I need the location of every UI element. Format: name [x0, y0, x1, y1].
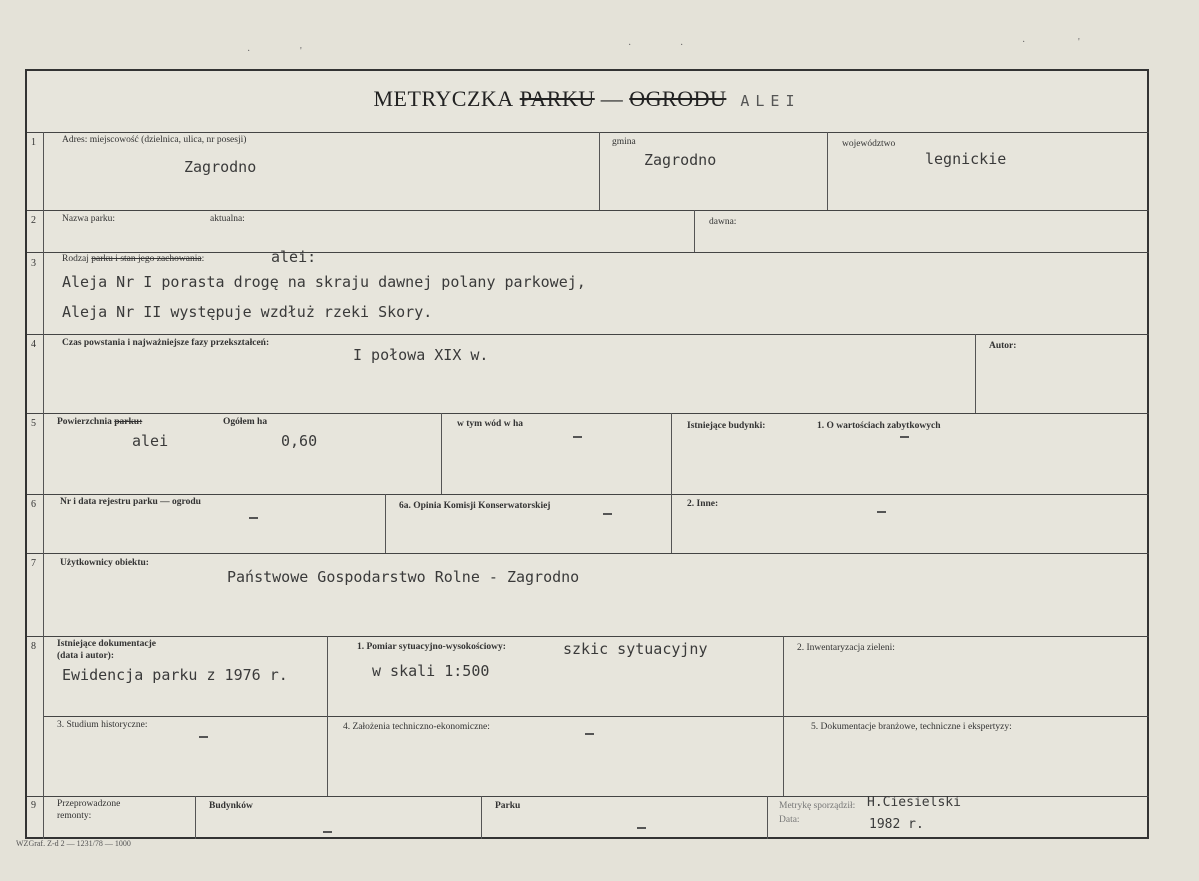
- divider: [27, 252, 1149, 253]
- type-value-head: alei:: [271, 248, 317, 266]
- total-ha-label: Ogółem ha: [223, 417, 268, 427]
- time-value: I połowa XIX w.: [353, 346, 489, 364]
- voivodeship-value: legnickie: [925, 150, 1007, 168]
- opinion-empty-dash: [603, 513, 612, 515]
- row-number-column-line: [43, 132, 44, 839]
- branch-docs-label: 5. Dokumentacje branżowe, techniczne i ekspertyzy:: [811, 722, 1012, 732]
- total-ha-value: 0,60: [281, 432, 318, 450]
- form-title: [27, 86, 1147, 112]
- title-alei-typed: ALEI: [740, 92, 801, 110]
- type-value-line2: Aleja Nr II występuje wzdłuż rzeki Skory.: [62, 303, 433, 321]
- gmina-label: gmina: [612, 137, 636, 147]
- repairs-park-dash: [637, 827, 646, 829]
- address-value: Zagrodno: [184, 158, 257, 176]
- survey-value-line1: szkic sytuacyjny: [563, 640, 708, 658]
- voivodeship-label: województwo: [842, 139, 896, 149]
- divider: [385, 494, 386, 553]
- divider: [27, 210, 1149, 211]
- made-by-value: H.Ciesielski: [867, 795, 961, 810]
- users-label: Użytkownicy obiektu:: [60, 558, 149, 568]
- divider: [599, 132, 600, 210]
- opinion-label: 6a. Opinia Komisji Konserwatorskiej: [399, 501, 551, 511]
- buildings-label: Istniejące budynki:: [687, 421, 766, 431]
- address-label: Adres: miejscowość (dzielnica, ulica, nr posesji): [62, 135, 247, 145]
- row-number: 3: [31, 258, 36, 269]
- divider: [27, 494, 1149, 495]
- divider: [27, 132, 1149, 133]
- park-name-label: Nazwa parku:: [62, 214, 116, 224]
- inventory-label: 2. Inwentaryzacja zieleni:: [797, 643, 895, 653]
- repairs-buildings-dash: [323, 831, 332, 833]
- divider: [43, 716, 1149, 717]
- scan-speck: ·: [680, 40, 684, 51]
- metric-form: [25, 69, 1149, 839]
- repairs-buildings-label: Budynków: [209, 801, 253, 811]
- divider: [827, 132, 828, 210]
- other-label: 2. Inne:: [687, 499, 719, 509]
- divider: [694, 210, 695, 252]
- other-empty-dash: [877, 511, 886, 513]
- area-label: [57, 417, 142, 427]
- title-dash: —: [600, 86, 624, 111]
- divider: [27, 413, 1149, 414]
- divider: [195, 796, 196, 839]
- monuments-label: 1. O wartościach zabytkowych: [817, 421, 941, 431]
- type-label-struck: parku i stan jego zachowania: [91, 254, 202, 264]
- history-label: 3. Studium historyczne:: [57, 720, 148, 730]
- divider: [767, 796, 768, 839]
- scan-speck: ·: [1022, 37, 1026, 48]
- repairs-label-line2: remonty:: [57, 811, 92, 821]
- row-number: 7: [31, 558, 36, 569]
- title-parku-struck: PARKU: [519, 86, 595, 111]
- type-label: [62, 254, 204, 264]
- type-label-prefix: Rodzaj: [62, 254, 89, 264]
- divider: [975, 334, 976, 413]
- monuments-empty-dash: [900, 436, 909, 438]
- printer-imprint: WZGraf. Z-d 2 — 1231/78 — 1000: [16, 839, 131, 848]
- title-metryczka: METRYCZKA: [373, 86, 514, 111]
- users-value: Państwowe Gospodarstwo Rolne - Zagrodno: [227, 568, 580, 586]
- tech-empty-dash: [585, 733, 594, 735]
- row-number: 8: [31, 641, 36, 652]
- docs-value: Ewidencja parku z 1976 r.: [62, 666, 288, 684]
- area-label-struck: parku:: [114, 417, 143, 427]
- history-empty-dash: [199, 736, 208, 738]
- divider: [671, 413, 672, 553]
- divider: [27, 553, 1149, 554]
- water-ha-label: w tym wód w ha: [457, 419, 523, 429]
- former-name-label: dawna:: [709, 217, 737, 227]
- divider: [481, 796, 482, 839]
- divider: [783, 636, 784, 796]
- date-value: 1982 r.: [869, 817, 924, 832]
- row-number: 2: [31, 215, 36, 226]
- time-label: Czas powstania i najważniejsze fazy przekształceń:: [62, 338, 270, 348]
- docs-label-line2: (data i autor):: [57, 651, 114, 661]
- divider: [27, 636, 1149, 637]
- register-empty-dash: [249, 517, 258, 519]
- row-number: 6: [31, 499, 36, 510]
- type-value-line1: Aleja Nr I porasta drogę na skraju dawnej polany parkowej,: [62, 273, 586, 291]
- scan-speck: ': [1078, 37, 1080, 48]
- area-label-text: Powierzchnia: [57, 417, 112, 427]
- title-ogrodu-struck: OGRODU: [629, 86, 727, 111]
- divider: [441, 413, 442, 494]
- row-number: 1: [31, 137, 36, 148]
- row-number: 5: [31, 418, 36, 429]
- scan-speck: ·: [628, 40, 632, 51]
- area-typed: alei: [132, 432, 169, 450]
- water-empty-dash: [573, 436, 582, 438]
- repairs-label-line1: Przeprowadzone: [57, 799, 121, 809]
- repairs-park-label: Parku: [495, 801, 521, 811]
- gmina-value: Zagrodno: [644, 151, 717, 169]
- author-label: Autor:: [989, 341, 1017, 351]
- made-by-label: Metrykę sporządził:: [779, 801, 856, 811]
- survey-value-line2: w skali 1:500: [372, 662, 490, 680]
- row-number: 4: [31, 339, 36, 350]
- divider: [27, 334, 1149, 335]
- scan-speck: ·: [247, 46, 251, 57]
- register-label: Nr i data rejestru parku — ogrodu: [60, 497, 201, 507]
- tech-label: 4. Założenia techniczno-ekonomiczne:: [343, 722, 490, 732]
- docs-label-line1: Istniejące dokumentacje: [57, 639, 156, 649]
- scan-speck: ': [300, 46, 302, 57]
- survey-label: 1. Pomiar sytuacyjno-wysokościowy:: [357, 642, 506, 652]
- divider: [327, 636, 328, 796]
- current-name-label: aktualna:: [210, 214, 245, 224]
- row-number: 9: [31, 800, 36, 811]
- type-label-colon: :: [201, 254, 205, 264]
- date-label: Data:: [779, 815, 800, 825]
